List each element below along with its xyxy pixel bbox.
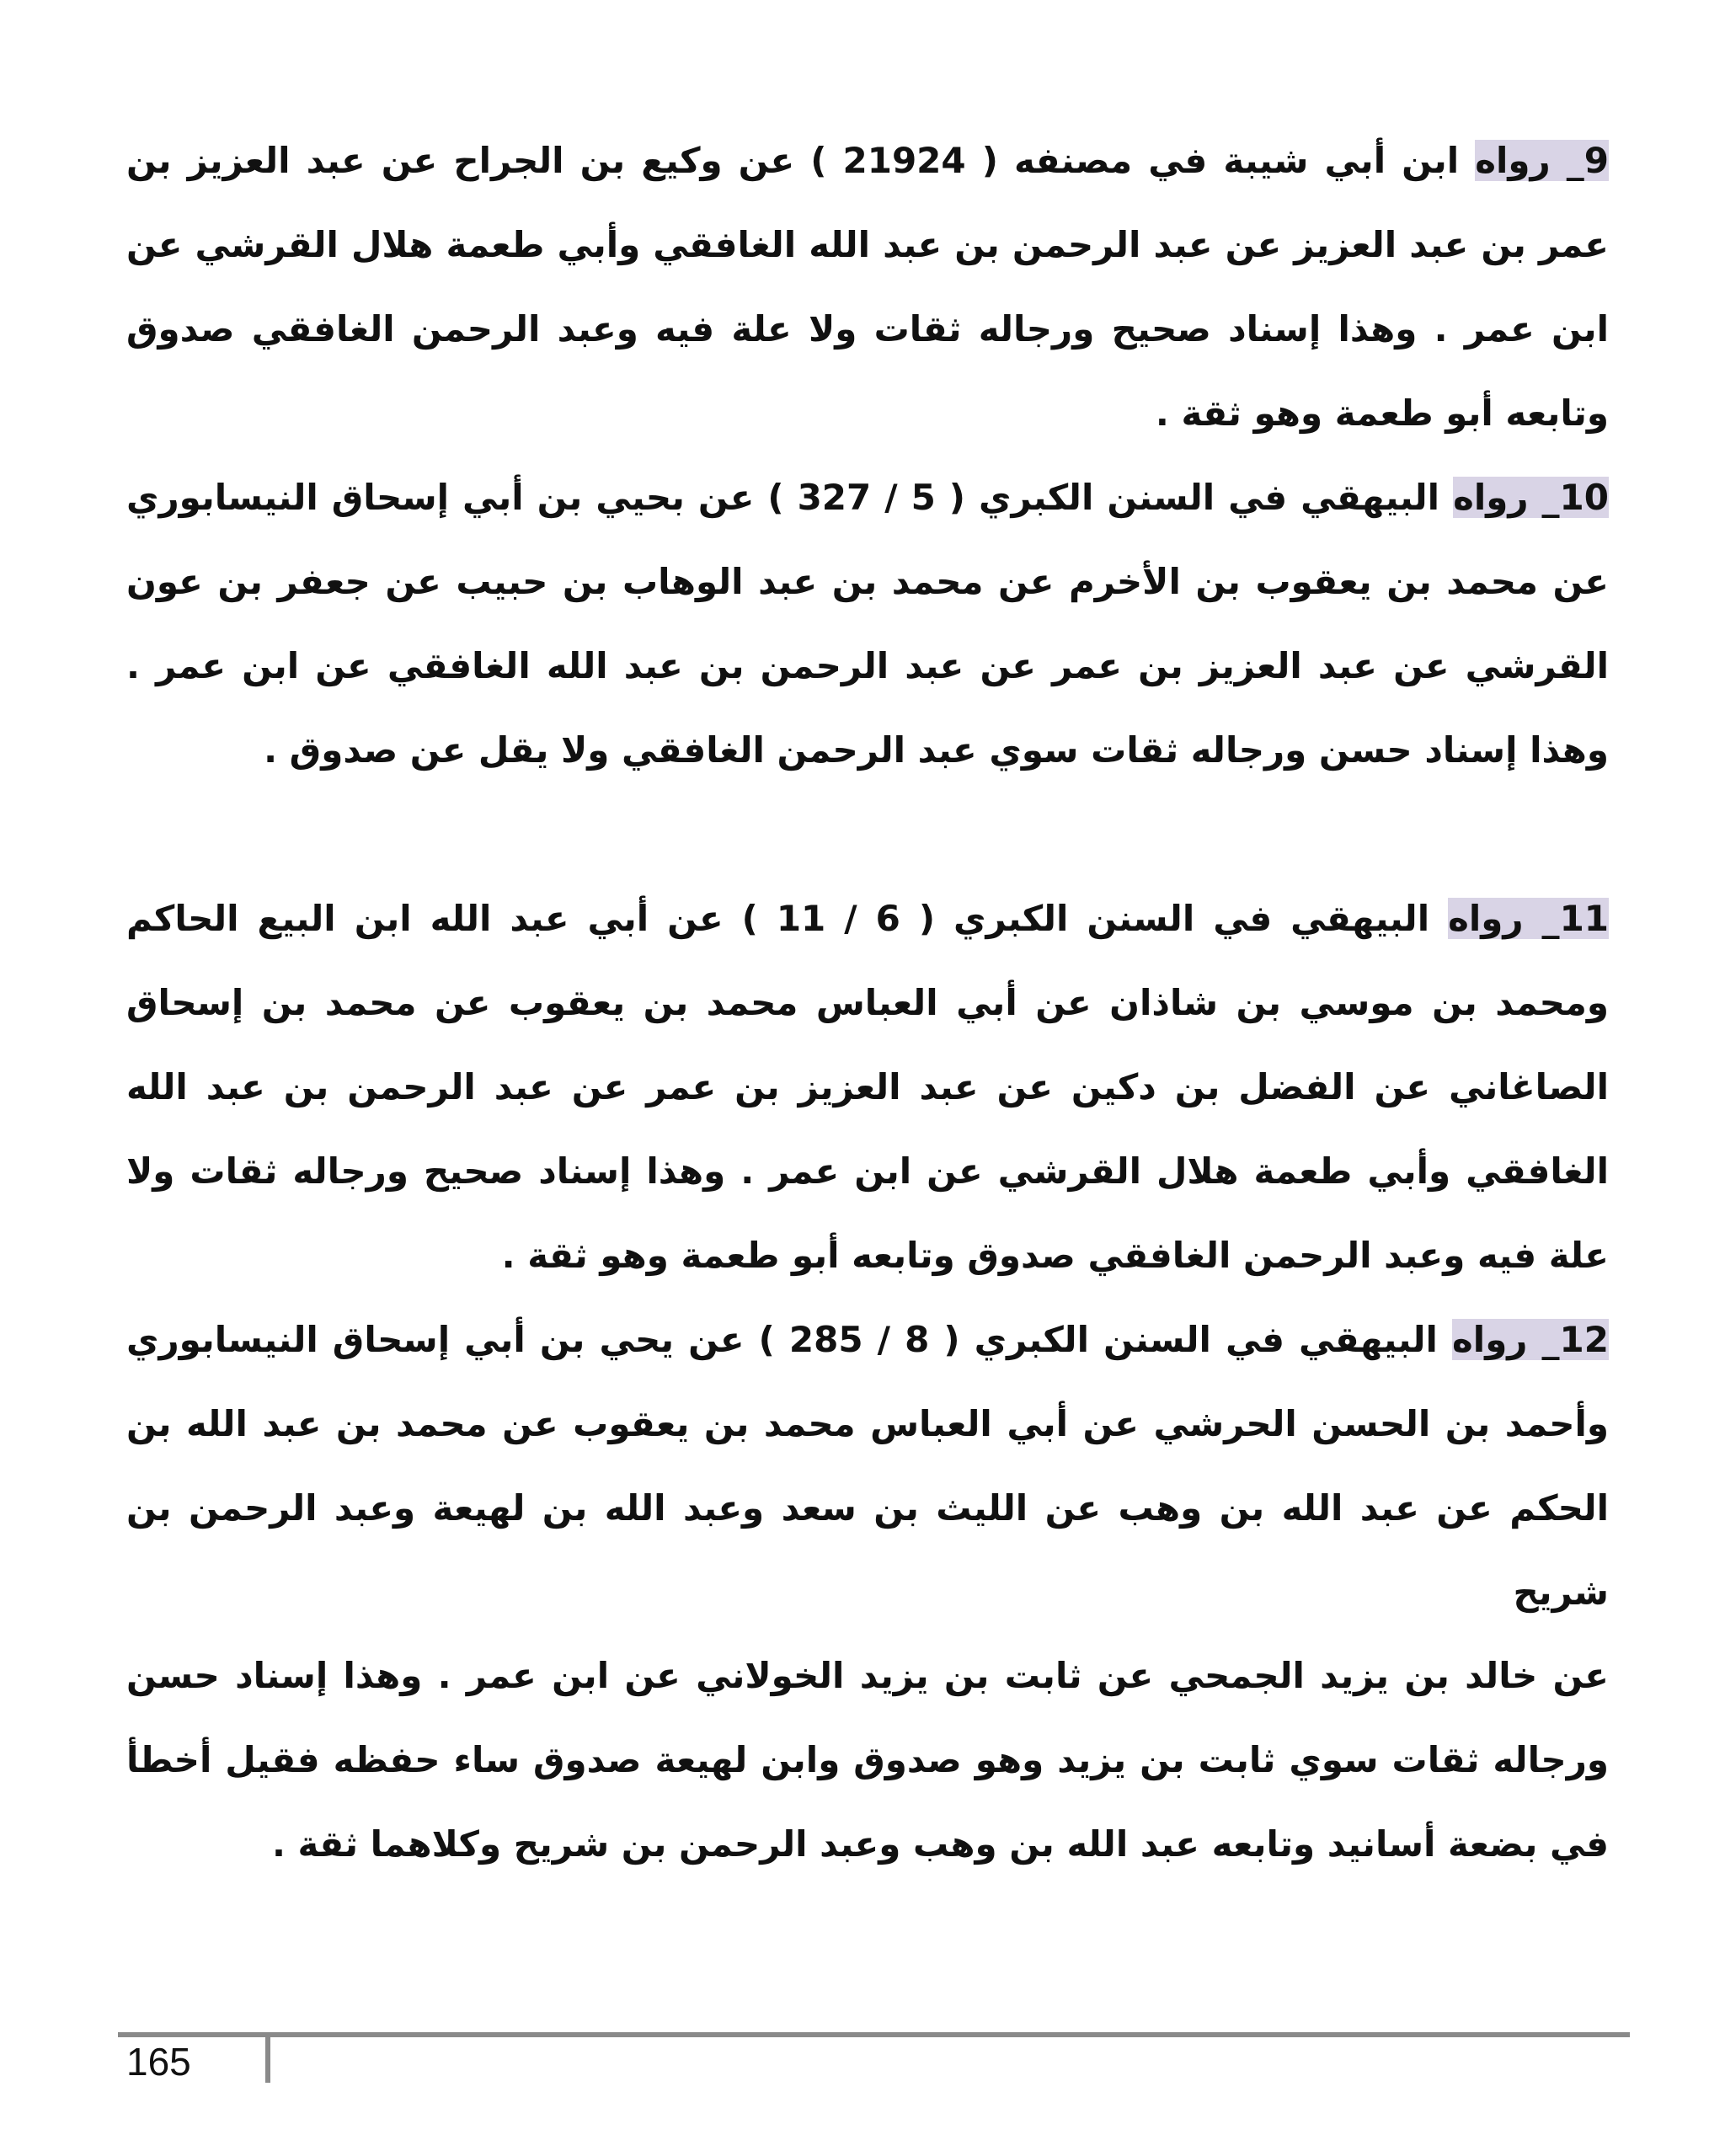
entry-12-continuation	[126, 1634, 1609, 1886]
entry-text: البيهقي في السنن الكبري ( 5 / 327 ) عن بحيي بن أبي إسحاق النيسابوري عن محمد بن يعقوب بن الأخرم عن محمد بن عبد الوهاب بن حبيب عن جعفر بن عون القرشي عن عبد العزيز بن عمر عن عبد الرحمن بن عبد الله الغافقي عن ابن عمر . وهذا إسناد حسن ورجاله ثقات سوي عبد الرحمن الغافقي ولا يقل عن صدوق .	[126, 477, 1609, 771]
page-number: 165	[126, 2040, 191, 2084]
entry-label: 11_ رواه	[1448, 898, 1610, 939]
entry-label: 12_ رواه	[1452, 1319, 1609, 1360]
hadith-entry-12	[126, 1298, 1609, 1635]
entry-text: ابن أبي شيبة في مصنفه ( 21924 ) عن وكيع بن الجراح عن عبد العزيز بن عمر بن عبد العزيز عن عبد الرحمن بن عبد الله الغافقي وأبي طعمة هلال القرشي عن ابن عمر . وهذا إسناد صحيح ورجاله ثقات ولا علة فيه وعبد الرحمن الغافقي صدوق وتابعه أبو طعمة وهو ثقة .	[126, 140, 1609, 434]
hadith-entry-10	[126, 456, 1609, 792]
footer-divider-tick	[265, 2032, 270, 2083]
hadith-entry-11	[126, 877, 1609, 1298]
continuation-text: عن خالد بن يزيد الجمحي عن ثابت بن يزيد الخولاني عن ابن عمر . وهذا إسناد حسن ورجاله ثقات سوي ثابت بن يزيد وهو صدوق وابن لهيعة صدوق ساء حفظه فقيل أخطأ في بضعة أسانيد وتابعه عبد الله بن وهب وعبد الرحمن بن شريح وكلاهما ثقة .	[126, 1655, 1609, 1865]
entry-label: 9_ رواه	[1475, 140, 1609, 181]
entry-text: البيهقي في السنن الكبري ( 8 / 285 ) عن يحي بن أبي إسحاق النيسابوري وأحمد بن الحسن الحرشي عن أبي العباس محمد بن يعقوب عن محمد بن عبد الله بن الحكم عن عبد الله بن وهب عن الليث بن سعد وعبد الله بن لهيعة وعبد الرحمن بن شريح	[126, 1319, 1609, 1613]
footer-rule	[118, 2032, 1630, 2037]
entry-text: البيهقي في السنن الكبري ( 6 / 11 ) عن أبي عبد الله ابن البيع الحاكم ومحمد بن موسي بن شاذان عن أبي العباس محمد بن يعقوب عن محمد بن إسحاق الصاغاني عن الفضل بن دكين عن عبد العزيز بن عمر عن عبد الرحمن بن عبد الله الغافقي وأبي طعمة هلال القرشي عن ابن عمر . وهذا إسناد صحيح ورجاله ثقات ولا علة فيه وعبد الرحمن الغافقي صدوق وتابعه أبو طعمة وهو ثقة .	[126, 898, 1609, 1276]
hadith-entry-9	[126, 119, 1609, 456]
entry-label: 10_ رواه	[1453, 477, 1609, 518]
